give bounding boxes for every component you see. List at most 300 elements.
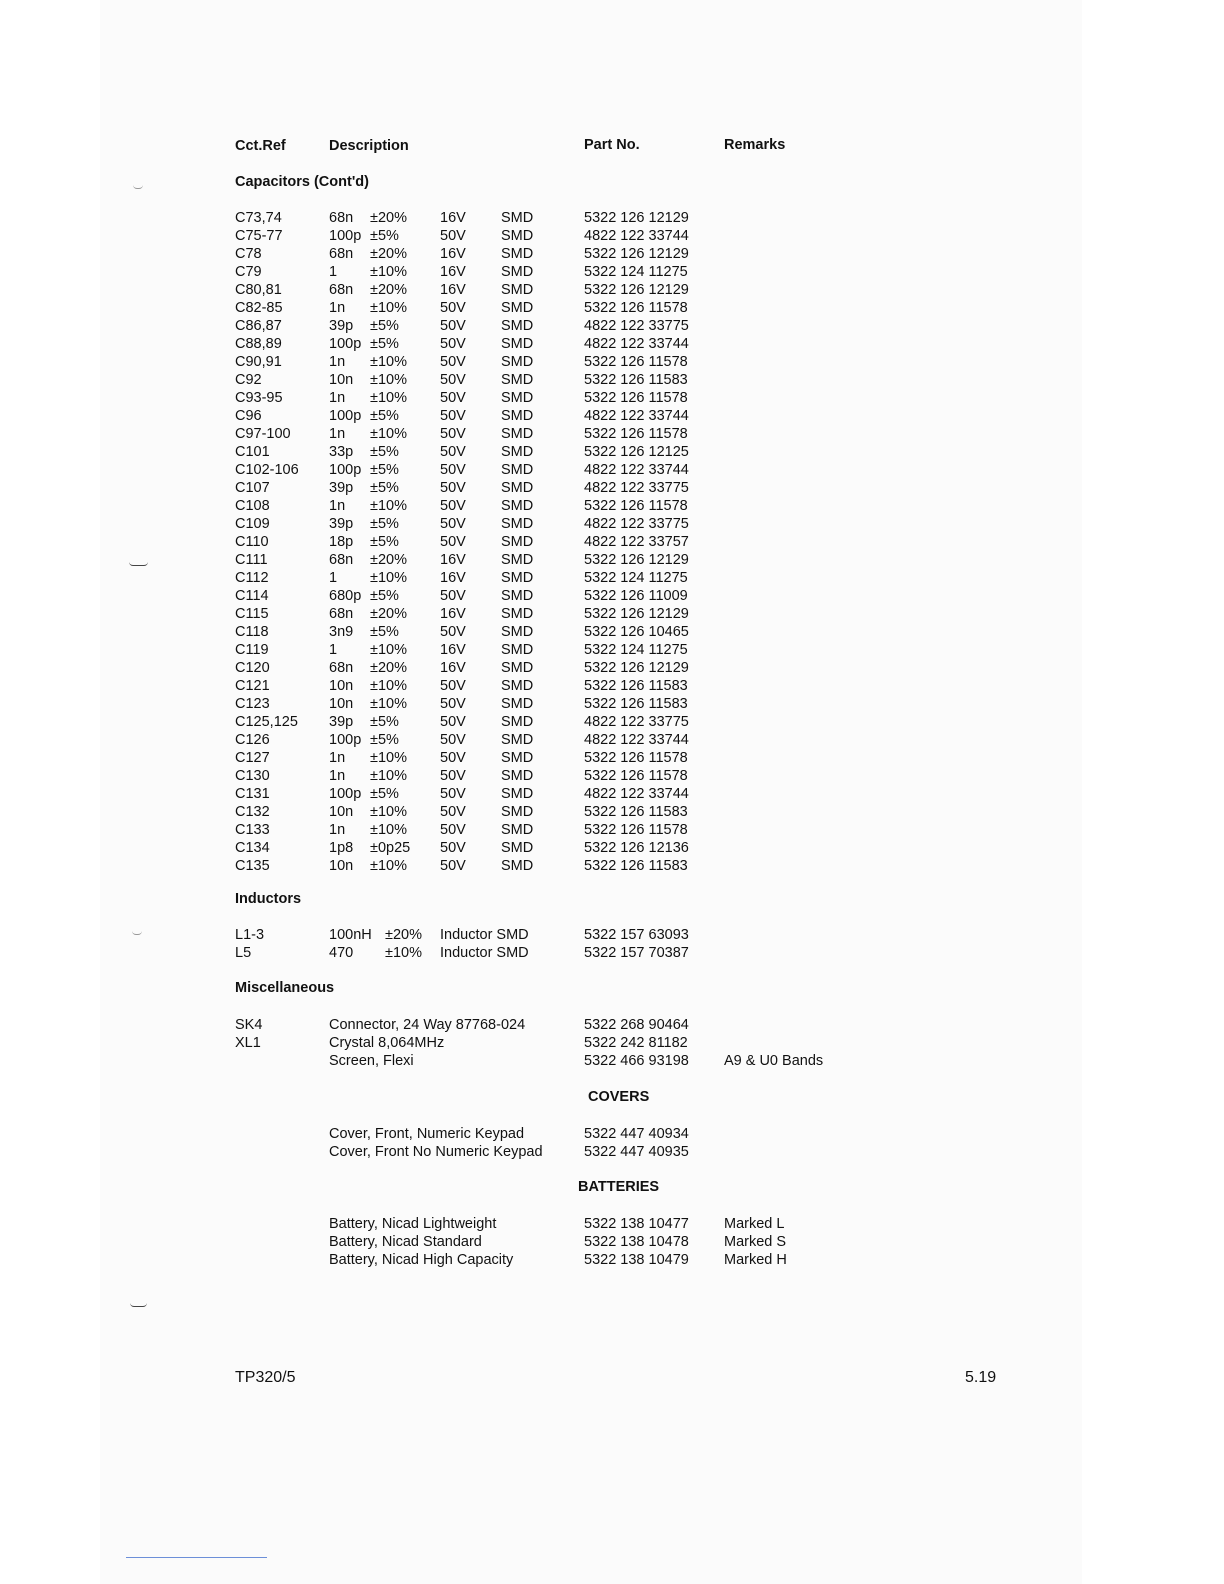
- part-no-cell: 5322 126 11578: [584, 768, 688, 784]
- value-cell: 470: [329, 945, 354, 961]
- voltage-cell: 50V: [440, 732, 466, 748]
- value-cell: 1n: [329, 354, 346, 370]
- table-row: [0, 857, 1224, 875]
- tolerance-cell: ±10%: [370, 390, 407, 406]
- tolerance-cell: ±10%: [370, 822, 407, 838]
- cct-ref-cell: C118: [235, 624, 269, 640]
- value-cell: 68n: [329, 660, 354, 676]
- tolerance-cell: ±10%: [370, 804, 407, 820]
- cct-ref-cell: C123: [235, 696, 270, 712]
- value-cell: 10n: [329, 858, 354, 874]
- table-row: [0, 227, 1224, 245]
- cct-ref-cell: C79: [235, 264, 262, 280]
- value-cell: 39p: [329, 714, 354, 730]
- part-no-cell: 5322 126 10465: [584, 624, 689, 640]
- table-row: [0, 1016, 1224, 1034]
- table-row: [0, 677, 1224, 695]
- value-cell: 1: [329, 264, 338, 280]
- part-no-cell: 4822 122 33757: [584, 534, 689, 550]
- part-no-cell: 4822 122 33744: [584, 228, 689, 244]
- cct-ref-cell: C135: [235, 858, 270, 874]
- table-row: [0, 821, 1224, 839]
- tolerance-cell: ±5%: [370, 480, 399, 496]
- voltage-cell: 50V: [440, 354, 466, 370]
- part-no-cell: 5322 126 12129: [584, 282, 689, 298]
- value-cell: 1n: [329, 750, 346, 766]
- table-row: [0, 461, 1224, 479]
- tolerance-cell: ±10%: [370, 498, 407, 514]
- table-row: [0, 569, 1224, 587]
- cct-ref-cell: C125,125: [235, 714, 298, 730]
- value-cell: 100nH: [329, 927, 372, 943]
- tolerance-cell: ±5%: [370, 408, 399, 424]
- voltage-cell: 50V: [440, 588, 466, 604]
- type-cell: SMD: [501, 390, 534, 406]
- cct-ref-cell: C115: [235, 606, 269, 622]
- part-no-cell: 5322 124 11275: [584, 264, 688, 280]
- cct-ref-cell: C90,91: [235, 354, 282, 370]
- value-cell: 100p: [329, 408, 362, 424]
- description-cell: Cover, Front, Numeric Keypad: [329, 1126, 525, 1142]
- type-cell: SMD: [501, 426, 534, 442]
- part-no-cell: 4822 122 33775: [584, 714, 689, 730]
- table-row: [0, 353, 1224, 371]
- table-row: [0, 389, 1224, 407]
- table-row: [0, 1251, 1224, 1269]
- table-row: [0, 515, 1224, 533]
- table-row: [0, 1143, 1224, 1161]
- voltage-cell: 50V: [440, 336, 466, 352]
- type-cell: SMD: [501, 210, 534, 226]
- part-no-cell: 5322 126 12125: [584, 444, 689, 460]
- table-row: [0, 587, 1224, 605]
- type-cell: SMD: [501, 678, 534, 694]
- type-cell: SMD: [501, 822, 534, 838]
- table-row: [0, 1052, 1224, 1070]
- table-row: [0, 659, 1224, 677]
- value-cell: 39p: [329, 480, 354, 496]
- value-cell: 33p: [329, 444, 354, 460]
- voltage-cell: 50V: [440, 498, 466, 514]
- part-no-cell: 5322 126 12129: [584, 606, 689, 622]
- cct-ref-cell: L5: [235, 945, 252, 961]
- table-row: [0, 785, 1224, 803]
- tolerance-cell: ±5%: [370, 732, 399, 748]
- type-cell: SMD: [501, 768, 534, 784]
- value-cell: 1n: [329, 768, 346, 784]
- tolerance-cell: ±5%: [370, 588, 399, 604]
- voltage-cell: 16V: [440, 210, 466, 226]
- voltage-cell: 50V: [440, 822, 466, 838]
- value-cell: 1p8: [329, 840, 354, 856]
- voltage-cell: 50V: [440, 372, 466, 388]
- voltage-cell: 50V: [440, 678, 466, 694]
- table-row: [0, 944, 1224, 962]
- tolerance-cell: ±20%: [370, 282, 407, 298]
- tolerance-cell: ±10%: [370, 264, 407, 280]
- tolerance-cell: ±5%: [370, 462, 399, 478]
- description-cell: Connector, 24 Way 87768-024: [329, 1017, 526, 1033]
- part-no-cell: 5322 138 10479: [584, 1252, 689, 1268]
- tolerance-cell: ±20%: [370, 606, 407, 622]
- part-no-cell: 4822 122 33744: [584, 786, 689, 802]
- type-cell: SMD: [501, 570, 534, 586]
- type-cell: SMD: [501, 498, 534, 514]
- table-row: [0, 1233, 1224, 1251]
- part-no-cell: 5322 268 90464: [584, 1017, 689, 1033]
- tolerance-cell: ±5%: [370, 444, 399, 460]
- voltage-cell: 50V: [440, 480, 466, 496]
- type-cell: SMD: [501, 282, 534, 298]
- cct-ref-cell: C126: [235, 732, 270, 748]
- table-row: [0, 713, 1224, 731]
- voltage-cell: 50V: [440, 786, 466, 802]
- table-row: [0, 641, 1224, 659]
- table-row: [0, 803, 1224, 821]
- value-cell: 3n9: [329, 624, 354, 640]
- voltage-cell: 16V: [440, 570, 466, 586]
- type-cell: SMD: [501, 228, 534, 244]
- cct-ref-cell: C101: [235, 444, 270, 460]
- value-cell: 100p: [329, 462, 362, 478]
- table-row: [0, 479, 1224, 497]
- cct-ref-cell: C130: [235, 768, 270, 784]
- remarks-cell: A9 & U0 Bands: [724, 1053, 824, 1069]
- cct-ref-cell: C133: [235, 822, 270, 838]
- table-row: [0, 1034, 1224, 1052]
- table-row: [0, 263, 1224, 281]
- value-cell: 1: [329, 570, 338, 586]
- cct-ref-cell: C109: [235, 516, 270, 532]
- type-cell: SMD: [501, 606, 534, 622]
- type-cell: SMD: [501, 696, 534, 712]
- tolerance-cell: ±10%: [370, 642, 407, 658]
- type-cell: SMD: [501, 444, 534, 460]
- voltage-cell: 50V: [440, 768, 466, 784]
- voltage-cell: 16V: [440, 606, 466, 622]
- part-no-cell: 4822 122 33744: [584, 462, 689, 478]
- table-row: [0, 623, 1224, 641]
- column-header-part-no: Part No.: [584, 137, 640, 153]
- tolerance-cell: ±5%: [370, 714, 399, 730]
- type-cell: Inductor SMD: [440, 945, 529, 961]
- section-title-inductors: Inductors: [235, 891, 302, 907]
- type-cell: SMD: [501, 300, 534, 316]
- value-cell: 100p: [329, 228, 362, 244]
- tolerance-cell: ±20%: [370, 552, 407, 568]
- part-no-cell: 5322 126 11009: [584, 588, 688, 604]
- table-row: [0, 695, 1224, 713]
- voltage-cell: 50V: [440, 228, 466, 244]
- type-cell: SMD: [501, 246, 534, 262]
- section-title-batteries: BATTERIES: [578, 1179, 660, 1195]
- tolerance-cell: ±10%: [370, 858, 407, 874]
- part-no-cell: 5322 126 12129: [584, 552, 689, 568]
- tolerance-cell: ±10%: [370, 750, 407, 766]
- type-cell: SMD: [501, 714, 534, 730]
- table-row: [0, 317, 1224, 335]
- voltage-cell: 50V: [440, 696, 466, 712]
- table-row: [0, 443, 1224, 461]
- voltage-cell: 16V: [440, 642, 466, 658]
- voltage-cell: 50V: [440, 462, 466, 478]
- tolerance-cell: ±20%: [370, 210, 407, 226]
- cct-ref-cell: C92: [235, 372, 262, 388]
- part-no-cell: 5322 126 11583: [584, 696, 688, 712]
- tolerance-cell: ±10%: [370, 678, 407, 694]
- cct-ref-cell: C108: [235, 498, 270, 514]
- cct-ref-cell: C119: [235, 642, 269, 658]
- remarks-cell: Marked S: [724, 1234, 787, 1250]
- type-cell: SMD: [501, 624, 534, 640]
- value-cell: 1: [329, 642, 338, 658]
- type-cell: SMD: [501, 318, 534, 334]
- table-row: [0, 767, 1224, 785]
- table-row: [0, 533, 1224, 551]
- table-row: [0, 731, 1224, 749]
- cct-ref-cell: C114: [235, 588, 269, 604]
- type-cell: SMD: [501, 786, 534, 802]
- table-row: [0, 335, 1224, 353]
- table-row: [0, 407, 1224, 425]
- cct-ref-cell: C110: [235, 534, 269, 550]
- cct-ref-cell: C121: [235, 678, 270, 694]
- part-no-cell: 4822 122 33775: [584, 516, 689, 532]
- value-cell: 1n: [329, 390, 346, 406]
- part-no-cell: 5322 126 11578: [584, 822, 688, 838]
- type-cell: SMD: [501, 264, 534, 280]
- voltage-cell: 50V: [440, 714, 466, 730]
- tolerance-cell: ±10%: [370, 354, 407, 370]
- tolerance-cell: ±10%: [370, 300, 407, 316]
- type-cell: SMD: [501, 588, 534, 604]
- part-no-cell: 5322 126 11578: [584, 390, 688, 406]
- tolerance-cell: ±10%: [370, 570, 407, 586]
- part-no-cell: 5322 138 10478: [584, 1234, 689, 1250]
- description-cell: Battery, Nicad High Capacity: [329, 1252, 514, 1268]
- table-row: [0, 749, 1224, 767]
- table-row: [0, 209, 1224, 227]
- voltage-cell: 50V: [440, 300, 466, 316]
- tolerance-cell: ±10%: [370, 696, 407, 712]
- part-no-cell: 5322 126 11583: [584, 858, 688, 874]
- type-cell: SMD: [501, 804, 534, 820]
- cct-ref-cell: XL1: [235, 1035, 261, 1051]
- voltage-cell: 50V: [440, 426, 466, 442]
- part-no-cell: 5322 126 12129: [584, 246, 689, 262]
- type-cell: SMD: [501, 858, 534, 874]
- voltage-cell: 50V: [440, 408, 466, 424]
- type-cell: SMD: [501, 750, 534, 766]
- table-row: [0, 551, 1224, 569]
- cct-ref-cell: C73,74: [235, 210, 282, 226]
- cct-ref-cell: C132: [235, 804, 270, 820]
- voltage-cell: 50V: [440, 534, 466, 550]
- tolerance-cell: ±5%: [370, 516, 399, 532]
- tolerance-cell: ±5%: [370, 624, 399, 640]
- scan-mark: [130, 1303, 147, 1307]
- tolerance-cell: ±20%: [370, 660, 407, 676]
- remarks-cell: Marked H: [724, 1252, 787, 1268]
- description-cell: Screen, Flexi: [329, 1053, 414, 1069]
- column-header-description: Description: [329, 138, 409, 154]
- part-no-cell: 5322 124 11275: [584, 642, 688, 658]
- part-no-cell: 4822 122 33744: [584, 408, 689, 424]
- part-no-cell: 5322 447 40934: [584, 1126, 689, 1142]
- voltage-cell: 50V: [440, 840, 466, 856]
- value-cell: 100p: [329, 732, 362, 748]
- column-header-remarks: Remarks: [724, 137, 786, 153]
- column-header-cct-ref: Cct.Ref: [235, 138, 286, 154]
- tolerance-cell: ±10%: [370, 372, 407, 388]
- cct-ref-cell: C75-77: [235, 228, 283, 244]
- value-cell: 18p: [329, 534, 354, 550]
- cct-ref-cell: C102-106: [235, 462, 299, 478]
- voltage-cell: 16V: [440, 246, 466, 262]
- value-cell: 10n: [329, 678, 354, 694]
- tolerance-cell: ±5%: [370, 318, 399, 334]
- type-cell: Inductor SMD: [440, 927, 529, 943]
- type-cell: SMD: [501, 516, 534, 532]
- voltage-cell: 50V: [440, 516, 466, 532]
- part-no-cell: 4822 122 33744: [584, 336, 689, 352]
- cct-ref-cell: C80,81: [235, 282, 282, 298]
- part-no-cell: 5322 447 40935: [584, 1144, 689, 1160]
- cct-ref-cell: C131: [235, 786, 270, 802]
- value-cell: 68n: [329, 210, 354, 226]
- voltage-cell: 50V: [440, 750, 466, 766]
- table-row: [0, 497, 1224, 515]
- cct-ref-cell: C134: [235, 840, 270, 856]
- part-no-cell: 5322 466 93198: [584, 1053, 689, 1069]
- table-row: [0, 839, 1224, 857]
- type-cell: SMD: [501, 642, 534, 658]
- type-cell: SMD: [501, 462, 534, 478]
- value-cell: 10n: [329, 372, 354, 388]
- voltage-cell: 16V: [440, 282, 466, 298]
- tolerance-cell: ±5%: [370, 336, 399, 352]
- value-cell: 10n: [329, 804, 354, 820]
- cct-ref-cell: C86,87: [235, 318, 282, 334]
- part-no-cell: 5322 126 11578: [584, 300, 688, 316]
- type-cell: SMD: [501, 660, 534, 676]
- value-cell: 680p: [329, 588, 362, 604]
- table-row: [0, 425, 1224, 443]
- value-cell: 68n: [329, 282, 354, 298]
- footer-document-ref: TP320/5: [235, 1369, 296, 1386]
- cct-ref-cell: C78: [235, 246, 262, 262]
- part-no-cell: 4822 122 33744: [584, 732, 689, 748]
- section-title-covers: COVERS: [588, 1089, 650, 1105]
- type-cell: SMD: [501, 408, 534, 424]
- voltage-cell: 16V: [440, 264, 466, 280]
- part-no-cell: 5322 126 11583: [584, 678, 688, 694]
- section-title-miscellaneous: Miscellaneous: [235, 980, 335, 996]
- voltage-cell: 50V: [440, 444, 466, 460]
- type-cell: SMD: [501, 732, 534, 748]
- type-cell: SMD: [501, 372, 534, 388]
- tolerance-cell: ±5%: [370, 534, 399, 550]
- value-cell: 10n: [329, 696, 354, 712]
- value-cell: 100p: [329, 336, 362, 352]
- voltage-cell: 16V: [440, 552, 466, 568]
- voltage-cell: 50V: [440, 624, 466, 640]
- tolerance-cell: ±5%: [370, 786, 399, 802]
- type-cell: SMD: [501, 552, 534, 568]
- cct-ref-cell: L1-3: [235, 927, 265, 943]
- part-no-cell: 5322 126 12129: [584, 660, 689, 676]
- remarks-cell: Marked L: [724, 1216, 785, 1232]
- part-no-cell: 5322 157 63093: [584, 927, 689, 943]
- tolerance-cell: ±10%: [370, 426, 407, 442]
- type-cell: SMD: [501, 480, 534, 496]
- part-no-cell: 5322 124 11275: [584, 570, 688, 586]
- value-cell: 1n: [329, 300, 346, 316]
- table-row: [0, 926, 1224, 944]
- value-cell: 68n: [329, 552, 354, 568]
- part-no-cell: 5322 126 11583: [584, 804, 688, 820]
- description-cell: Cover, Front No Numeric Keypad: [329, 1144, 543, 1160]
- value-cell: 1n: [329, 498, 346, 514]
- tolerance-cell: ±20%: [385, 927, 422, 943]
- value-cell: 68n: [329, 246, 354, 262]
- cct-ref-cell: C88,89: [235, 336, 282, 352]
- value-cell: 1n: [329, 822, 346, 838]
- part-no-cell: 5322 126 11578: [584, 750, 688, 766]
- voltage-cell: 16V: [440, 660, 466, 676]
- part-no-cell: 5322 126 11578: [584, 426, 688, 442]
- type-cell: SMD: [501, 336, 534, 352]
- value-cell: 39p: [329, 516, 354, 532]
- cct-ref-cell: C112: [235, 570, 269, 586]
- voltage-cell: 50V: [440, 390, 466, 406]
- value-cell: 1n: [329, 426, 346, 442]
- part-no-cell: 5322 157 70387: [584, 945, 689, 961]
- value-cell: 100p: [329, 786, 362, 802]
- table-row: [0, 281, 1224, 299]
- part-no-cell: 5322 126 12129: [584, 210, 689, 226]
- part-no-cell: 5322 126 11578: [584, 354, 688, 370]
- cct-ref-cell: C96: [235, 408, 262, 424]
- cct-ref-cell: C111: [235, 552, 268, 568]
- cct-ref-cell: C120: [235, 660, 270, 676]
- value-cell: 68n: [329, 606, 354, 622]
- part-no-cell: 5322 138 10477: [584, 1216, 689, 1232]
- part-no-cell: 5322 126 11583: [584, 372, 688, 388]
- bottom-rule: [126, 1557, 267, 1558]
- section-title-capacitors: Capacitors (Cont'd): [235, 174, 369, 190]
- tolerance-cell: ±0p25: [370, 840, 411, 856]
- tolerance-cell: ±20%: [370, 246, 407, 262]
- table-row: [0, 299, 1224, 317]
- voltage-cell: 50V: [440, 858, 466, 874]
- value-cell: 39p: [329, 318, 354, 334]
- table-row: [0, 371, 1224, 389]
- cct-ref-cell: C97-100: [235, 426, 291, 442]
- tolerance-cell: ±10%: [385, 945, 422, 961]
- cct-ref-cell: C82-85: [235, 300, 283, 316]
- table-row: [0, 605, 1224, 623]
- part-no-cell: 5322 126 11578: [584, 498, 688, 514]
- cct-ref-cell: C93-95: [235, 390, 283, 406]
- part-no-cell: 5322 242 81182: [584, 1035, 688, 1051]
- part-no-cell: 5322 126 12136: [584, 840, 689, 856]
- part-no-cell: 4822 122 33775: [584, 318, 689, 334]
- part-no-cell: 4822 122 33775: [584, 480, 689, 496]
- cct-ref-cell: C107: [235, 480, 270, 496]
- type-cell: SMD: [501, 354, 534, 370]
- footer-page-number: 5.19: [965, 1369, 997, 1386]
